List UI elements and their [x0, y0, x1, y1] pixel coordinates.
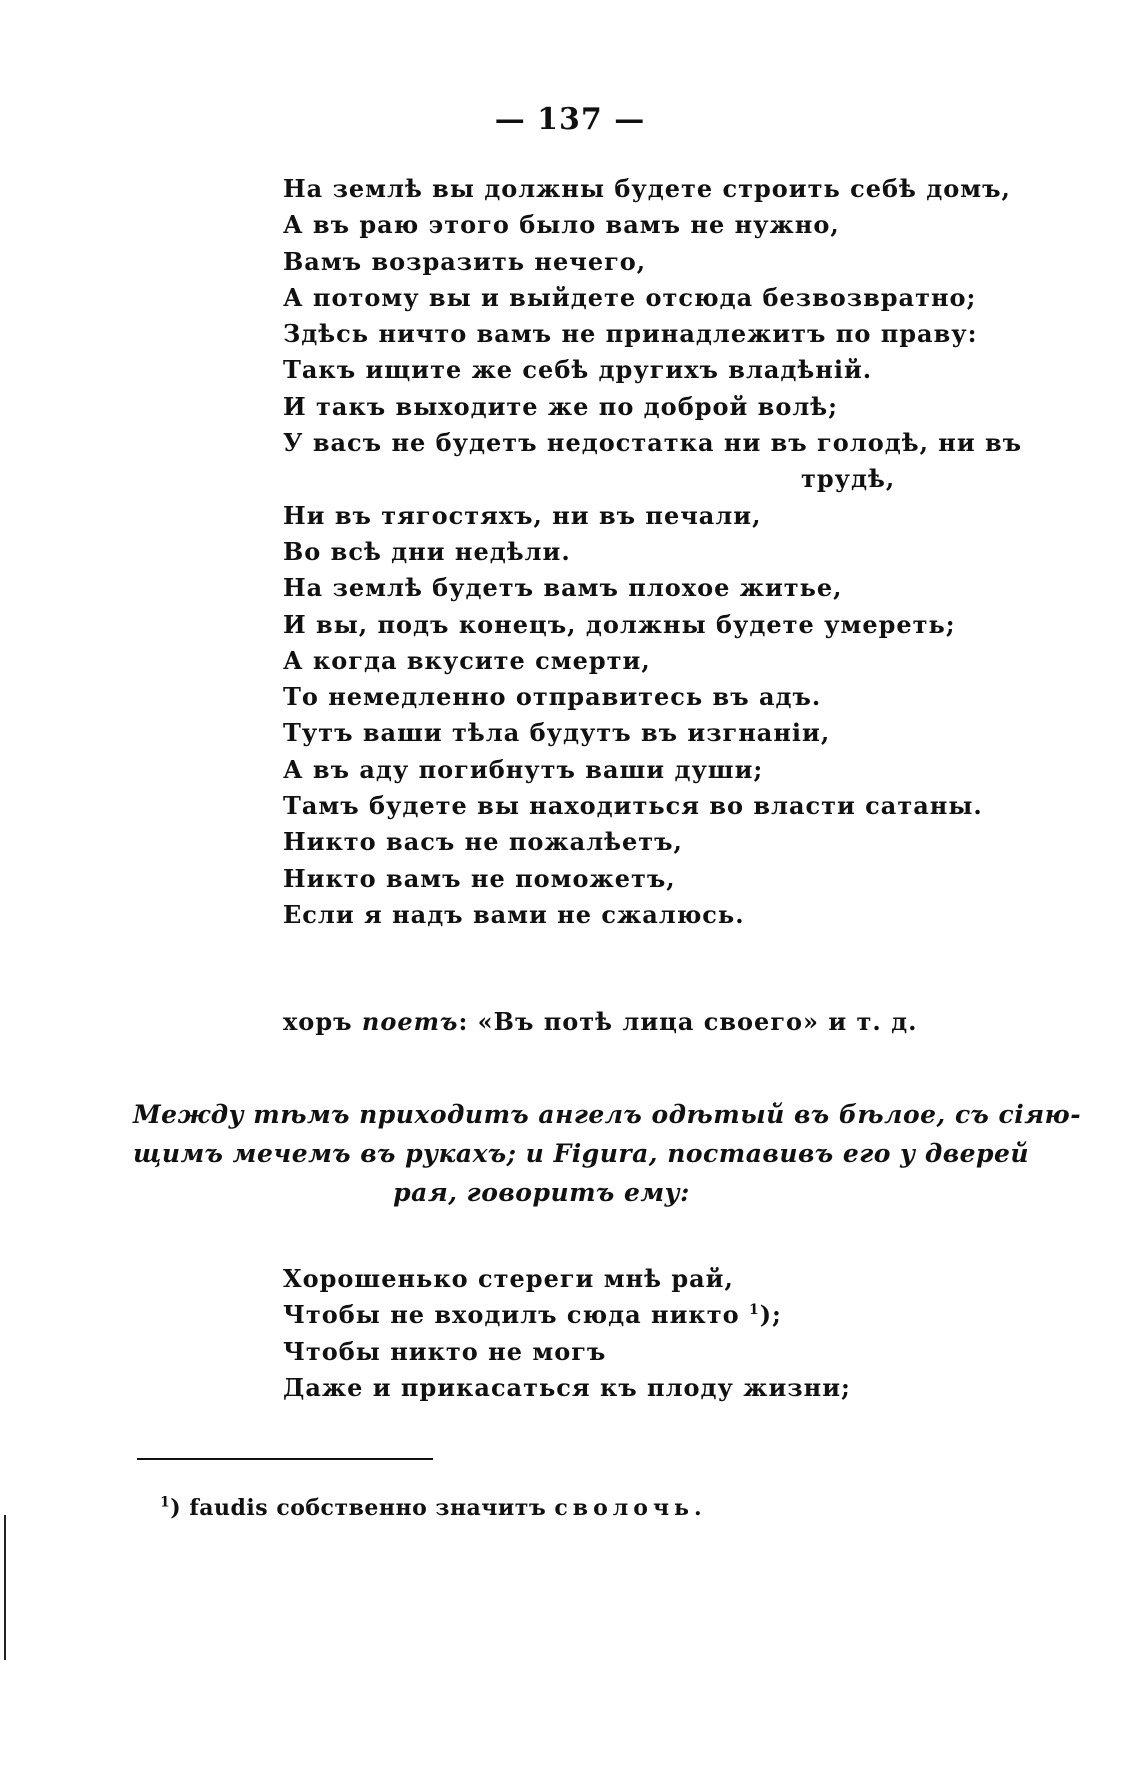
verse-block-1 — [283, 171, 1022, 933]
footnote-spaced-word: сволочь. — [554, 1495, 707, 1521]
verse-line: Такъ ищите же себѣ другихъ владѣній. — [283, 355, 873, 385]
verse-line: То немедленно отправитесь въ адъ. — [283, 682, 822, 712]
verse-line-continuation: трудѣ, — [801, 464, 896, 494]
verse-line: Никто вамъ не поможетъ, — [283, 863, 676, 893]
verse-line: Тутъ ваши тѣла будутъ въ изгнаніи, — [283, 718, 831, 748]
verse-line: Ни въ тягостяхъ, ни въ печали, — [283, 500, 762, 530]
verse-line: На землѣ будетъ вамъ плохое житье, — [283, 573, 843, 603]
stage-direction-line: щимъ мечемъ въ рукахъ; и Figura, поставивъ его у дверей — [133, 1139, 1030, 1168]
verse-line: А когда вкусите смерти, — [283, 645, 651, 675]
page-number: — 137 — — [494, 102, 646, 137]
verse-line-text: Чтобы не входилъ сюда никто — [283, 1300, 740, 1330]
verse-line: Если я надъ вами не сжалюсь. — [283, 899, 745, 929]
verse-line: Тамъ будете вы находиться во власти сатаны. — [283, 791, 983, 821]
verse-line: А потому вы и выйдете отсюда безвозвратно; — [283, 282, 977, 312]
stage-direction-line: рая, говоритъ ему: — [393, 1178, 690, 1207]
verse-line: Никто васъ не пожалѣетъ, — [283, 827, 683, 857]
footnote — [160, 1495, 707, 1521]
verse-line: Даже и прикасаться къ плоду жизни; — [283, 1372, 851, 1402]
chorus-verb: поетъ — [361, 1007, 459, 1036]
verse-line: Чтобы никто не могъ — [283, 1336, 607, 1366]
chorus-lead: хоръ — [283, 1007, 353, 1036]
verse-line: У васъ не будетъ недостатка ни въ голодѣ, ни въ — [283, 428, 1023, 458]
verse-line: И такъ выходите же по доброй волѣ; — [283, 391, 838, 421]
verse-line: Вамъ возразить нечего, — [283, 246, 647, 276]
verse-line: А въ аду погибнутъ ваши души; — [283, 754, 764, 784]
verse-block-2 — [283, 1261, 851, 1406]
verse-line-with-note — [283, 1297, 851, 1333]
verse-line: Во всѣ дни недѣли. — [283, 536, 571, 566]
verse-line-tail: ); — [759, 1300, 782, 1330]
stage-direction-line: Между тѣмъ приходитъ ангелъ одѣтый въ бѣлое, съ сіяю- — [133, 1100, 1082, 1129]
footnote-text: ) faudis собственно значитъ — [170, 1495, 547, 1521]
verse-line: А въ раю этого было вамъ не нужно, — [283, 210, 840, 240]
verse-line: На землѣ вы должны будете строить себѣ домъ, — [283, 174, 1011, 203]
footnote-divider — [137, 1458, 433, 1460]
verse-line: Хорошенько стереги мнѣ рай, — [283, 1264, 734, 1293]
chorus-rest: : «Въ потѣ лица своего» и т. д. — [458, 1007, 918, 1036]
footnote-reference: 1 — [748, 1302, 760, 1319]
chorus-line — [283, 1007, 917, 1036]
footnote-marker: 1 — [160, 1494, 171, 1511]
stage-direction — [133, 1095, 1082, 1212]
verse-line: И вы, подъ конецъ, должны будете умереть; — [283, 609, 956, 639]
scan-margin-line — [4, 1515, 6, 1660]
verse-line: Здѣсь ничто вамъ не принадлежитъ по праву: — [283, 319, 978, 349]
